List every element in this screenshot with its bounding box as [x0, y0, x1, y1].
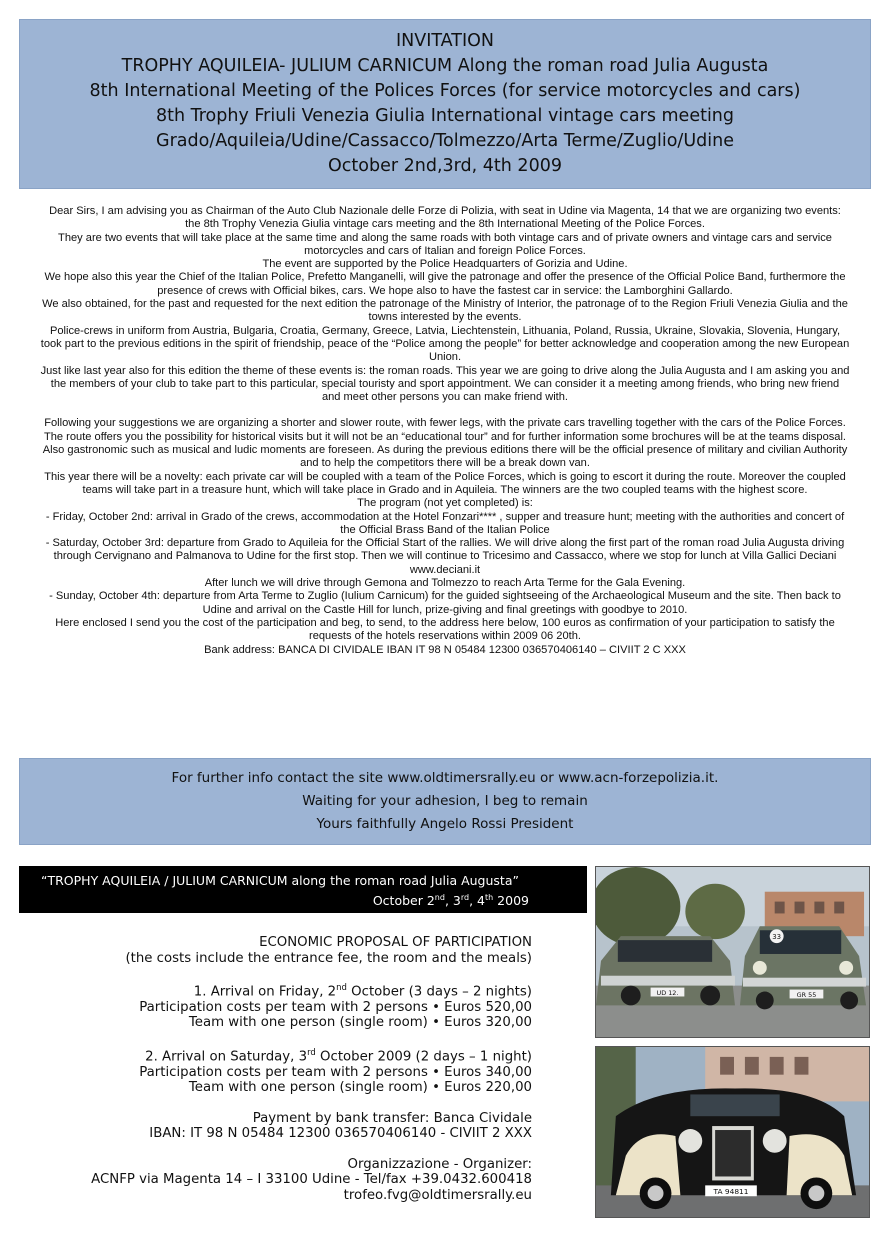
proposal-subheading: (the costs include the entrance fee, the room and the meals)	[125, 950, 532, 966]
contact-closing: Waiting for your adhesion, I beg to remain	[302, 793, 588, 809]
svg-text:GR 55: GR 55	[796, 990, 817, 999]
option-1-team-one: Team with one person (single room) • Euros 320,00	[188, 1015, 532, 1031]
svg-text:UD 12.: UD 12.	[656, 989, 679, 997]
black-vintage-car-image	[596, 1047, 869, 1217]
letter-paragraph: We also obtained, for the past and requested for the next edition the patronage of the Ministry of Interior, the patronage of to the Region Friuli Venezia Giulia and the towns interested by the events.	[42, 298, 848, 324]
letter-paragraph: Following your suggestions we are organizing a shorter and slower route, with fewer legs, with the private cars travelling together with the cars of the Police Forces.	[44, 417, 846, 430]
organizer-email: trofeo.fvg@oldtimersrally.eu	[343, 1187, 532, 1203]
payment-method: Payment by bank transfer: Banca Cividale	[252, 1110, 532, 1126]
banner-title: “TROPHY AQUILEIA / JULIUM CARNICUM along the roman road Julia Augusta”	[41, 873, 519, 888]
invitation-letter	[40, 205, 850, 657]
letter-paragraph: The event are supported by the Police Headquarters of Gorizia and Udine.	[262, 258, 628, 271]
option-2-team-two: Participation costs per team with 2 persons • Euros 340,00	[139, 1064, 532, 1080]
header-line-police-meeting: 8th International Meeting of the Polices Forces (for service motorcycles and cars)	[89, 81, 801, 101]
contact-signature: Yours faithfully Angelo Rossi President	[316, 816, 574, 832]
organizer-address: ACNFP via Magenta 14 – I 33100 Udine - Tel/fax +39.0432.600418	[91, 1172, 532, 1188]
program-saturday-afternoon: After lunch we will drive through Gemona and Tolmezzo to reach Arta Terme for the Gala Evening.	[204, 577, 686, 590]
option-1-title: 1. Arrival on Friday, 2nd October (3 days – 2 nights)	[193, 983, 532, 1000]
payment-iban: IBAN: IT 98 N 05484 12300 036570406140 - CIVIIT 2 XXX	[149, 1126, 532, 1142]
letter-paragraph: Here enclosed I send you the cost of the participation and beg, to send, to the address here below, 100 euros as confirmation of your participation to satisfy the requests of the hotels reservations within 2009 06 20th.	[55, 616, 835, 643]
program-heading: The program (not yet completed) is:	[357, 497, 533, 510]
alfa-romeo-cars-image	[596, 867, 869, 1037]
organizer-label: Organizzazione - Organizer:	[347, 1156, 532, 1172]
letter-paragraph: We hope also this year the Chief of the Italian Police, Prefetto Manganelli, will give the patronage and offer the presence of the Official Police Band, furthermore the presence of crews with Official bikes, cars. We hope also to have the fastest car in service: the Lamborghini Gallardo.	[44, 271, 846, 297]
bank-address: Bank address: BANCA DI CIVIDALE IBAN IT 98 N 05484 12300 036570406140 – CIVIIT 2 C XXX	[204, 643, 686, 656]
letter-paragraph: Just like last year also for this edition the theme of these events is: the roman roads. This year we are going to drive along the Julia Augusta and I am asking you and the members of your club to take part to this particular, special touristy and sport appointment. We can consider it a meeting among friends, who bring new friend and meet other persons you can make friend with.	[40, 364, 850, 404]
option-2-team-one: Team with one person (single room) • Euros 220,00	[188, 1080, 532, 1096]
program-sunday: - Sunday, October 4th: departure from Arta Terme to Zuglio (Iulium Carnicum) for the guided sightseeing of the Archaeological Museum and the site. Then back to Udine and arrival on the Castle Hill for lunch, prize-giving and final greetings with goodbye to 2010.	[49, 590, 841, 616]
vintage-cars-photo-1	[595, 866, 870, 1038]
trophy-banner	[19, 866, 587, 913]
letter-paragraph: The route offers you the possibility for historical visits but it will not be an “educational tour” and for further information some brochures will be at the teams disposal. Also gastronomic such as musical and ludic moments are foreseen. As during the previous editions there will be the official presence of military and civilian Authority and to help the competitors there will be a break down van.	[42, 430, 848, 470]
program-friday: - Friday, October 2nd: arrival in Grado of the crews, accommodation at the Hotel Fonzari**** , supper and treasure hunt; meeting with the authorities and concert of the Official Brass Band of the Italian Police	[45, 510, 845, 536]
header-line-vintage-meeting: 8th Trophy Friuli Venezia Giulia International vintage cars meeting	[155, 106, 735, 126]
proposal-heading: ECONOMIC PROPOSAL OF PARTICIPATION	[259, 935, 532, 950]
program-saturday: - Saturday, October 3rd: departure from Grado to Aquileia for the Official Start of the rallies. We will drive along the first part of the roman road Julia Augusta driving through Cervignano and Palmanova to Udine for the first stop. Then we will continue to Tricesimo and Cassacco, where we stop for lunch at Villa Gallici Deciani www.deciani.it	[45, 537, 845, 576]
contact-box	[19, 758, 871, 845]
header-line-trophy: TROPHY AQUILEIA- JULIUM CARNICUM Along the roman road Julia Augusta	[121, 56, 769, 76]
letter-paragraph: They are two events that will take place at the same time and along the same roads with both vintage cars and of private owners and vintage cars and service motorcycles and cars of Italian and foreign Police Forces.	[58, 231, 832, 257]
banner-date: October 2nd, 3rd, 4th 2009	[372, 893, 529, 909]
invitation-header	[19, 19, 871, 189]
letter-paragraph: This year there will be a novelty: each private car will be coupled with a team of the Police Forces, which is going to escort it during the route. Moreover the coupled teams will take part in a treasure hunt, which will take place in Grado and in Aquileia. The winners are the two coupled teams with the highest score.	[44, 470, 846, 496]
svg-text:TA 94811: TA 94811	[713, 1186, 749, 1196]
letter-paragraph: Police-crews in uniform from Austria, Bulgaria, Croatia, Germany, Greece, Latvia, Liechtenstein, Lithuania, Poland, Russia, Ukraine, Slovakia, Slovenia, Hungary, took part to the previous editions in the spirit of friendship, peace of the “Police among the people” for better acknowledge and cooperation among the new European Union.	[40, 324, 850, 364]
economic-proposal	[19, 935, 532, 1203]
header-line-invitation: INVITATION	[395, 31, 495, 51]
vintage-cars-photo-2	[595, 1046, 870, 1218]
contact-websites: For further info contact the site www.oldtimersrally.eu or www.acn-forzepolizia.it.	[171, 770, 719, 786]
paragraph-spacer	[40, 404, 850, 417]
header-line-date: October 2nd,3rd, 4th 2009	[328, 156, 562, 176]
option-2-title: 2. Arrival on Saturday, 3rd October 2009 (2 days – 1 night)	[145, 1047, 532, 1065]
svg-text:33: 33	[772, 933, 782, 942]
letter-paragraph: Dear Sirs, I am advising you as Chairman of the Auto Club Nazionale delle Forze di Polizia, with seat in Udine via Magenta, 14 that we are organizing two events: the 8th Trophy Venezia Giulia vintage cars meeting and the 8th International Meeting of the Police Forces.	[49, 205, 841, 231]
header-line-route: Grado/Aquileia/Udine/Cassacco/Tolmezzo/Arta Terme/Zuglio/Udine	[156, 131, 734, 151]
option-1-team-two: Participation costs per team with 2 persons • Euros 520,00	[139, 999, 532, 1015]
